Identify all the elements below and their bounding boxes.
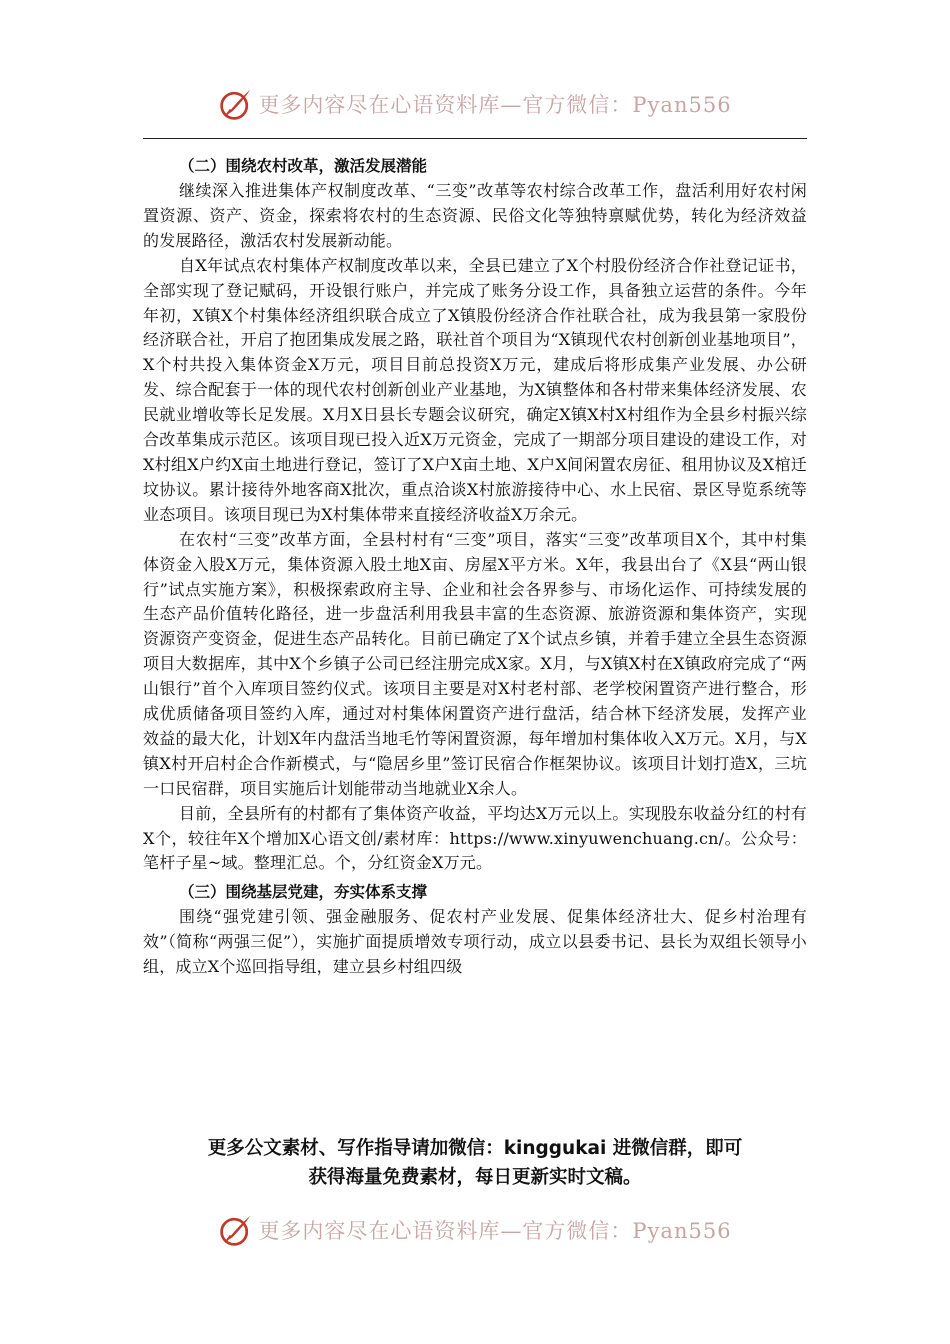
paragraph-5: 围绕“强党建引领、强金融服务、促农村产业发展、促集体经济壮大、促乡村治理有效”（简称“两强三促”），实施扩面提质增效专项行动，成立以县委书记、县长为双组长领导小组，成立X个巡回指导组，建立县乡村组四级 xyxy=(143,907,807,977)
paragraph-4: 目前，全县所有的村都有了集体资产收益，平均达X万元以上。实现股东收益分红的村有X个，较往年X个增加X心语文创/素材库：https://www.xinyuwenchuang.cn/。公众号：笔杆子星~域。整理汇总。个，分红资金X万元。 xyxy=(143,803,807,873)
section-heading-3: （三）围绕基层党建，夯实体系支撑 xyxy=(179,883,428,902)
promo-line-2: 获得海量免费素材，每日更新实时文稿。 xyxy=(308,1167,642,1188)
promo-line-1: 更多公文素材、写作指导请加微信：kinggukai 进微信群，即可 xyxy=(207,1138,743,1159)
footer-banner-text: 更多内容尽在心语资料库—官方微信：Pyan556 xyxy=(258,1219,732,1243)
header-banner xyxy=(0,84,950,124)
section-heading-2: （二）围绕农村改革，激活发展潜能 xyxy=(179,157,428,175)
document-body xyxy=(143,150,807,980)
quill-circle-logo-icon xyxy=(218,86,254,122)
header-banner-text: 更多内容尽在心语资料库—官方微信：Pyan556 xyxy=(258,93,732,117)
paragraph-1: 继续深入推进集体产权制度改革、“三变”改革等农村综合改革工作，盘活利用好农村闲置资源、资产、资金，探索将农村的生态资源、民俗文化等独特禀赋优势，转化为经济效益的发展路径，激活农村发展新动能。 xyxy=(143,181,807,250)
promo-notice xyxy=(130,1134,820,1192)
paragraph-2: 自X年试点农村集体产权制度改革以来，全县已建立了X个村股份经济合作社登记证书，全部实现了登记赋码，开设银行账户，并完成了账务分设工作，具备独立运营的条件。今年年初，X镇X个村集体经济组织联合成立了X镇股份经济合作社联合社，成为我县第一家股份经济联合社，开启了抱团集成发展之路，联社首个项目为“X镇现代农村创新创业基地项目”，X个村共投入集体资金X万元，项目目前总投资X万元，建成后将形成集产业发展、办公研发、综合配套于一体的现代农村创新创业产业基地，为X镇整体和各村带来集体经济发展、农民就业增收等长足发展。X月X日县长专题会议研究，确定X镇X村X村组作为全县乡村振兴综合改革集成示范区。该项目现已投入近X万元资金，完成了一期部分项目建设的建设工作，对X村组X户约X亩土地进行登记，签订了X户X亩土地、X户X间闲置农房征、租用协议及X棺迁坟协议。累计接待外地客商X批次，重点洽谈X村旅游接待中心、水上民宿、景区导览系统等业态项目。该项目现已为X村集体带来直接经济收益X万余元。 xyxy=(143,255,807,524)
header-divider xyxy=(143,138,807,139)
paragraph-3: 在农村“三变”改革方面，全县村村有“三变”项目，落实“三变”改革项目X个，其中村集体资金入股X万元，集体资源入股土地X亩、房屋X平方米。X年，我县出台了《X县“两山银行”试点实施方案》，积极探索政府主导、企业和社会各界参与、市场化运作、可持续发展的生态产品价值转化路径，进一步盘活利用我县丰富的生态资源、旅游资源和集体资产，实现资源资产变资金，促进生态产品转化。目前已确定了X个试点乡镇，并着手建立全县生态资源项目大数据库，其中X个乡镇子公司已经注册完成X家。X月，与X镇X村在X镇政府完成了“两山银行”首个入库项目签约仪式。该项目主要是对X村老村部、老学校闲置资产进行整合，形成优质储备项目签约入库，通过对村集体闲置资产进行盘活，结合林下经济发展，发挥产业效益的最大化，计划X年内盘活当地毛竹等闲置资源，每年增加村集体收入X万元。X月，与X镇X村开启村企合作新模式，与“隐居乡里”签订民宿合作框架协议。该项目计划打造X，三坑一口民宿群，项目实施后计划能带动当地就业X余人。 xyxy=(143,529,807,798)
quill-circle-logo-icon xyxy=(218,1212,254,1248)
footer-banner xyxy=(0,1210,950,1250)
